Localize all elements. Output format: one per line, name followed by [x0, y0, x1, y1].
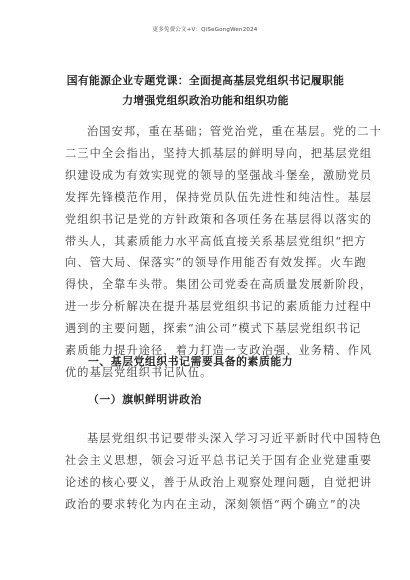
paragraph-line: 二三中全会指出，坚持大抓基层的鲜明导向，把基层党组 — [65, 146, 373, 160]
paragraph-line: 优的基层党组织书记队伍。 — [65, 365, 213, 379]
section-heading: 一、基层党组织书记需要具备的素质能力 — [88, 355, 294, 368]
body-paragraph — [65, 428, 382, 516]
paragraph-line: 政治的要求转化为内在主动，深刻领悟“两个确立”的决 — [65, 497, 362, 511]
paragraph-line: 治国安邦，重在基础；管党治党，重在基层。党的二十 — [87, 125, 382, 138]
paragraph-line: 素质能力提升途径，着力打造一支政治强、业务精、作风 — [65, 344, 373, 358]
header-note: 更多免费公文+V：QiSeGongWen2024 — [152, 27, 258, 33]
paragraph-line: 向、管大局、保落实”的领导作用能否有效发挥。火车跑 — [65, 256, 367, 270]
document-title — [58, 71, 353, 111]
paragraph-line: 发挥先锋模范作用，保持党员队伍先进性和纯洁性。基层 — [65, 190, 373, 204]
intro-paragraph — [65, 121, 382, 384]
paragraph-line: 基层党组织书记要带头深入学习习近平新时代中国特色 — [87, 432, 382, 445]
paragraph-line: 社会主义思想，领会习近平总书记关于国有企业党建重要 — [65, 453, 373, 467]
title-line: 国有能源企业专题党课：全面提高基层党组织书记履职能 — [66, 74, 345, 87]
paragraph-line: 论述的核心要义，善于从政治上观察处理问题，自觉把讲 — [65, 475, 373, 489]
paragraph-line: 带头人，其素质能力水平高低直接关系基层党组织“把方 — [65, 234, 367, 248]
subsection-heading: （一）旗帜鲜明讲政治 — [88, 393, 202, 406]
paragraph-line: 党组织书记是党的方针政策和各项任务在基层得以落实的 — [65, 212, 373, 226]
paragraph-line: 织建设成为有效实现党的领导的坚强战斗堡垒，激励党员 — [65, 168, 373, 182]
title-line: 力增强党组织政治功能和组织功能 — [122, 94, 289, 107]
paragraph-line: 遇到的主要问题，探索“油公司”模式下基层党组织书记 — [65, 322, 362, 336]
paragraph-line: 进一步分析解决在提升基层党组织书记的素质能力过程中 — [65, 300, 373, 314]
paragraph-line: 得快，全靠车头带。集团公司党委在高质量发展新阶段， — [65, 278, 373, 292]
